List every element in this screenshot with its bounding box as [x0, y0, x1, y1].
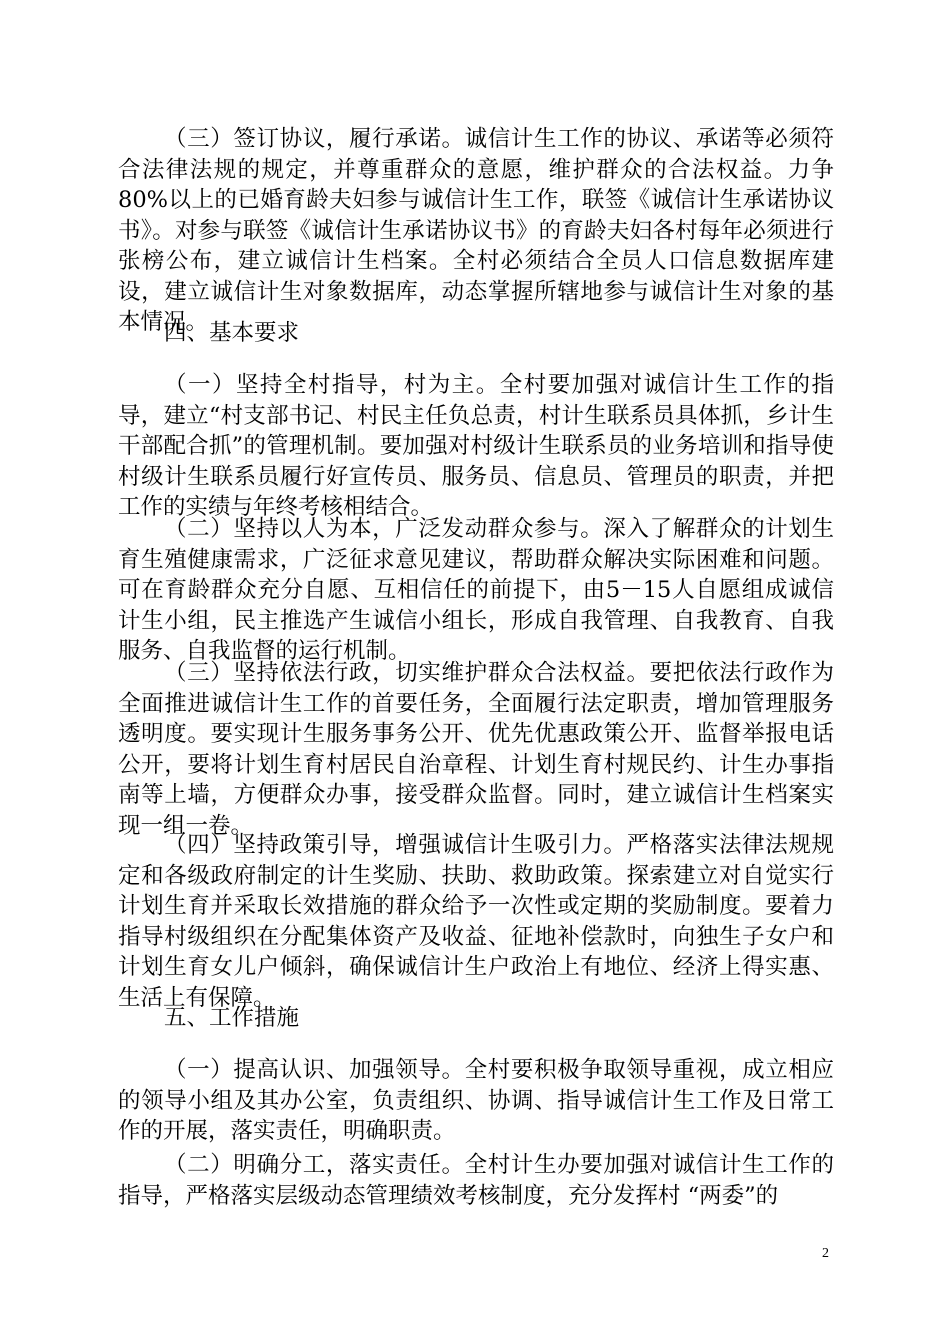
paragraph-village-guidance: （一）坚持全村指导，村为主。全村要加强对诚信计生工作的指导，建立“村支部书记、村民主任负总责，村计生联系员具体抓，乡计生干部配合抓”的管理机制。要加强对村级计生联系员的业务培训和指导使村级计生联系员履行好宣传员、服务员、信息员、管理员的职责，并把工作的实绩与年终考核相结合。: [118, 372, 834, 520]
paragraph-clarify-division: （二）明确分工，落实责任。全村计生办要加强对诚信计生工作的指导，严格落实层级动态管理绩效考核制度，充分发挥村 “两委”的: [118, 1152, 834, 1209]
paragraph-policy-guidance: （四）坚持政策引导，增强诚信计生吸引力。严格落实法律法规规定和各级政府制定的计生奖励、扶助、救助政策。探索建立对自觉实行计划生育并采取长效措施的群众给予一次性或定期的奖励制度。要着力指导村级组织在分配集体资产及收益、征地补偿款时，向独生子女户和计划生育女儿户倾斜，确保诚信计生户政治上有地位、经济上得实惠、生活上有保障。: [118, 832, 834, 1011]
paragraph-raise-awareness: （一）提高认识、加强领导。全村要积极争取领导重视，成立相应的领导小组及其办公室，负责组织、协调、指导诚信计生工作及日常工作的开展，落实责任，明确职责。: [118, 1057, 834, 1144]
paragraph-lawful-administration: （三）坚持依法行政，切实维护群众合法权益。要把依法行政作为全面推进诚信计生工作的首要任务，全面履行法定职责，增加管理服务透明度。要实现计生服务事务公开、优先优惠政策公开、监督举报电话公开，要将计划生育村居民自治章程、计划生育村规民约、计生办事指南等上墙，方便群众办事，接受群众监督。同时，建立诚信计生档案实现一组一卷。: [118, 660, 834, 839]
page-number: 2: [822, 1246, 829, 1261]
paragraph-signing-agreement: （三）签订协议，履行承诺。诚信计生工作的协议、承诺等必须符合法律法规的规定，并尊重群众的意愿，维护群众的合法权益。力争80%以上的已婚育龄夫妇参与诚信计生工作，联签《诚信计生承诺协议书》。对参与联签《诚信计生承诺协议书》的育龄夫妇各村每年必须进行张榜公布，建立诚信计生档案。全村必须结合全员人口信息数据库建设，建立诚信计生对象数据库，动态掌握所辖地参与诚信计生对象的基本情况。: [118, 126, 834, 335]
section-heading-work-measures: 五、工作措施: [164, 1005, 300, 1031]
paragraph-people-oriented: （二）坚持以人为本，广泛发动群众参与。深入了解群众的计划生育生殖健康需求，广泛征求意见建议，帮助群众解决实际困难和问题。可在育龄群众充分自愿、互相信任的前提下，由5－15人自愿组成诚信计生小组，民主推选产生诚信小组长，形成自我管理、自我教育、自我服务、自我监督的运行机制。: [118, 516, 834, 664]
section-heading-basic-requirements: 四、基本要求: [164, 320, 300, 346]
